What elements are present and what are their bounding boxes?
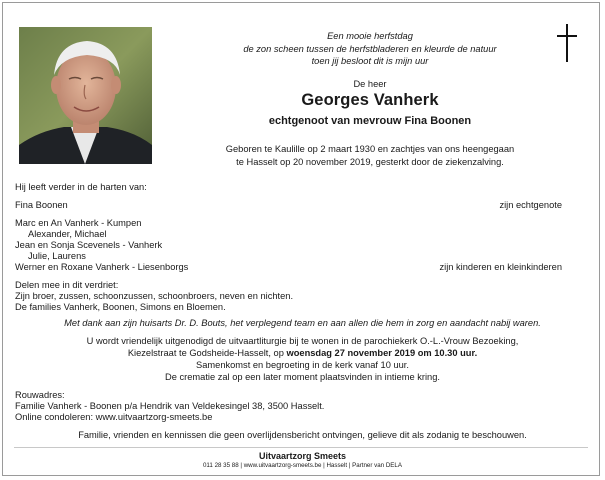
share-grief-line: Delen mee in dit verdriet: (15, 280, 119, 290)
family-line: Julie, Laurens (28, 251, 86, 261)
birth-death-text (200, 143, 540, 168)
share-grief-line: Zijn broer, zussen, schoonzussen, schoonbroers, neven en nichten. (15, 291, 294, 301)
invitation-line: U wordt vriendelijk uitgenodigd de uitvaartliturgie bij te wonen in de parochiekerk O.-L.-Vrouw Bezoeking, (86, 336, 519, 346)
closing-line: Familie, vrienden en kennissen die geen overlijdensbericht ontvingen, gelieve dit als zodanig te beschouwen. (78, 430, 527, 440)
cross-icon (555, 24, 579, 62)
widow-relation: zijn echtgenote (499, 200, 562, 210)
invitation-line: De crematie zal op een later moment plaatsvinden in intieme kring. (165, 372, 440, 382)
share-grief-line: De families Vanherk, Boonen, Simons en Bloemen. (15, 302, 226, 312)
footer-divider (14, 447, 588, 448)
family-line: Alexander, Michael (28, 229, 107, 239)
portrait-photo (19, 27, 152, 164)
poem-line: Een mooie herfstdag (327, 31, 413, 41)
address-line: Familie Vanherk - Boonen p/a Hendrik van Veldekesingel 38, 3500 Hasselt. (15, 401, 325, 411)
spouse-line: echtgenoot van mevrouw Fina Boonen (268, 115, 472, 127)
poem-line: toen jij besloot dit is mijn uur (311, 56, 429, 66)
invitation-line: Samenkomst en begroeting in de kerk vanaf 10 uur. (196, 360, 409, 370)
thanks-line: Met dank aan zijn huisarts Dr. D. Bouts, het verplegend team en aan allen die hem in zorg en aandacht nabij waren. (64, 318, 541, 328)
address-line: Rouwadres: (15, 390, 65, 400)
poem (200, 30, 540, 68)
invitation-place: Kiezelstraat te Godsheide-Hasselt, op (127, 348, 287, 358)
family-line: Jean en Sonja Scevenels - Vanherk (15, 240, 163, 250)
footer-title: Uitvaartzorg Smeets (258, 451, 347, 461)
poem-line: de zon scheen tussen de herfstbladeren en kleurde de natuur (243, 43, 497, 54)
deceased-name: Georges Vanherk (301, 91, 439, 109)
family-line: Werner en Roxane Vanherk - Liesenborgs (15, 262, 189, 272)
invitation-date: woensdag 27 november 2019 om 10.30 uur. (286, 348, 478, 358)
family-line: Marc en An Vanherk - Kumpen (15, 218, 142, 228)
heart-intro: Hij leeft verder in de harten van: (15, 182, 147, 192)
widow-name: Fina Boonen (15, 200, 68, 210)
born-line: te Hasselt op 20 november 2019, gesterkt door de ziekenzalving. (236, 156, 504, 167)
invitation-line (10, 348, 595, 358)
salutation: De heer (353, 79, 387, 89)
born-line: Geboren te Kaulille op 2 maart 1930 en zachtjes van ons heengegaan (225, 144, 515, 154)
children-relation: zijn kinderen en kleinkinderen (439, 262, 562, 272)
footer-info: 011 28 35 88 | www.uitvaartzorg-smeets.be | Hasselt | Partner van DELA (202, 462, 403, 469)
online-condolence-line: Online condoleren: www.uitvaartzorg-smeets.be (15, 412, 213, 422)
